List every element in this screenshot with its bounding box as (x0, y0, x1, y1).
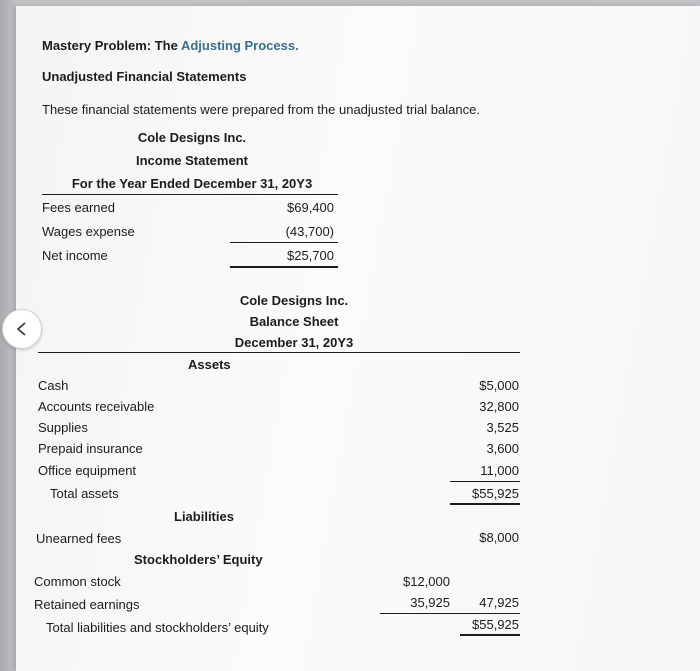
common-stock-value: $12,000 (403, 574, 450, 589)
is-company: Cole Designs Inc. (137, 130, 247, 145)
is-row-value: $69,400 (287, 200, 334, 215)
page-title (42, 38, 299, 54)
is-row-label: Wages expense (42, 224, 135, 239)
asset-label: Prepaid insurance (38, 441, 143, 456)
total-assets-value: $55,925 (472, 486, 519, 501)
total-liab-equity-value: $55,925 (472, 617, 519, 632)
asset-value: 3,600 (486, 441, 519, 456)
bs-company: Cole Designs Inc. (239, 293, 349, 308)
asset-value: 3,525 (486, 420, 519, 435)
asset-label: Office equipment (38, 463, 137, 478)
equity-subtotal-rule (380, 613, 520, 614)
unearned-fees-value: $8,000 (479, 530, 519, 545)
retained-earnings-label: Retained earnings (34, 597, 140, 612)
asset-label: Supplies (38, 420, 88, 435)
unearned-fees-label: Unearned fees (36, 531, 122, 546)
is-row-label: Fees earned (42, 200, 115, 215)
chevron-left-icon (14, 321, 30, 337)
is-row-value: (43,700) (285, 224, 334, 239)
asset-value: $5,000 (479, 378, 519, 393)
common-stock-label: Common stock (34, 574, 121, 589)
document-page (16, 6, 700, 671)
liabilities-heading: Liabilities (174, 509, 234, 524)
equity-heading: Stockholders’ Equity (134, 552, 263, 567)
is-row-label: Net income (42, 248, 108, 263)
bs-header-rule (38, 352, 520, 353)
bs-date: December 31, 20Y3 (234, 335, 354, 350)
total-assets-label: Total assets (50, 486, 119, 501)
asset-value: 11,000 (480, 463, 519, 478)
is-subtotal-rule (230, 242, 338, 243)
assets-subtotal-rule (450, 481, 520, 482)
assets-total-rule (450, 503, 520, 505)
page-subtitle: Unadjusted Financial Statements (42, 69, 247, 84)
title-prefix: Mastery Problem: The (42, 38, 181, 53)
is-total-rule (230, 266, 338, 268)
back-button[interactable] (2, 309, 42, 349)
is-period: For the Year Ended December 31, 20Y3 (71, 176, 313, 191)
is-header-rule (42, 194, 338, 195)
title-accent: Adjusting Process. (180, 38, 299, 53)
total-equity-value: 47,925 (479, 595, 519, 610)
retained-earnings-value: 35,925 (410, 595, 450, 610)
is-title: Income Statement (136, 153, 248, 168)
assets-heading: Assets (188, 357, 231, 372)
intro-text: These financial statements were prepared from the unadjusted trial balance. (42, 102, 480, 117)
asset-value: 32,800 (479, 399, 519, 414)
liab-equity-total-rule (460, 634, 520, 636)
asset-label: Cash (38, 378, 69, 393)
bs-title: Balance Sheet (249, 314, 339, 329)
asset-label: Accounts receivable (38, 399, 155, 414)
is-row-value: $25,700 (287, 248, 334, 263)
total-liab-equity-label: Total liabilities and stockholders’ equity (46, 620, 269, 635)
